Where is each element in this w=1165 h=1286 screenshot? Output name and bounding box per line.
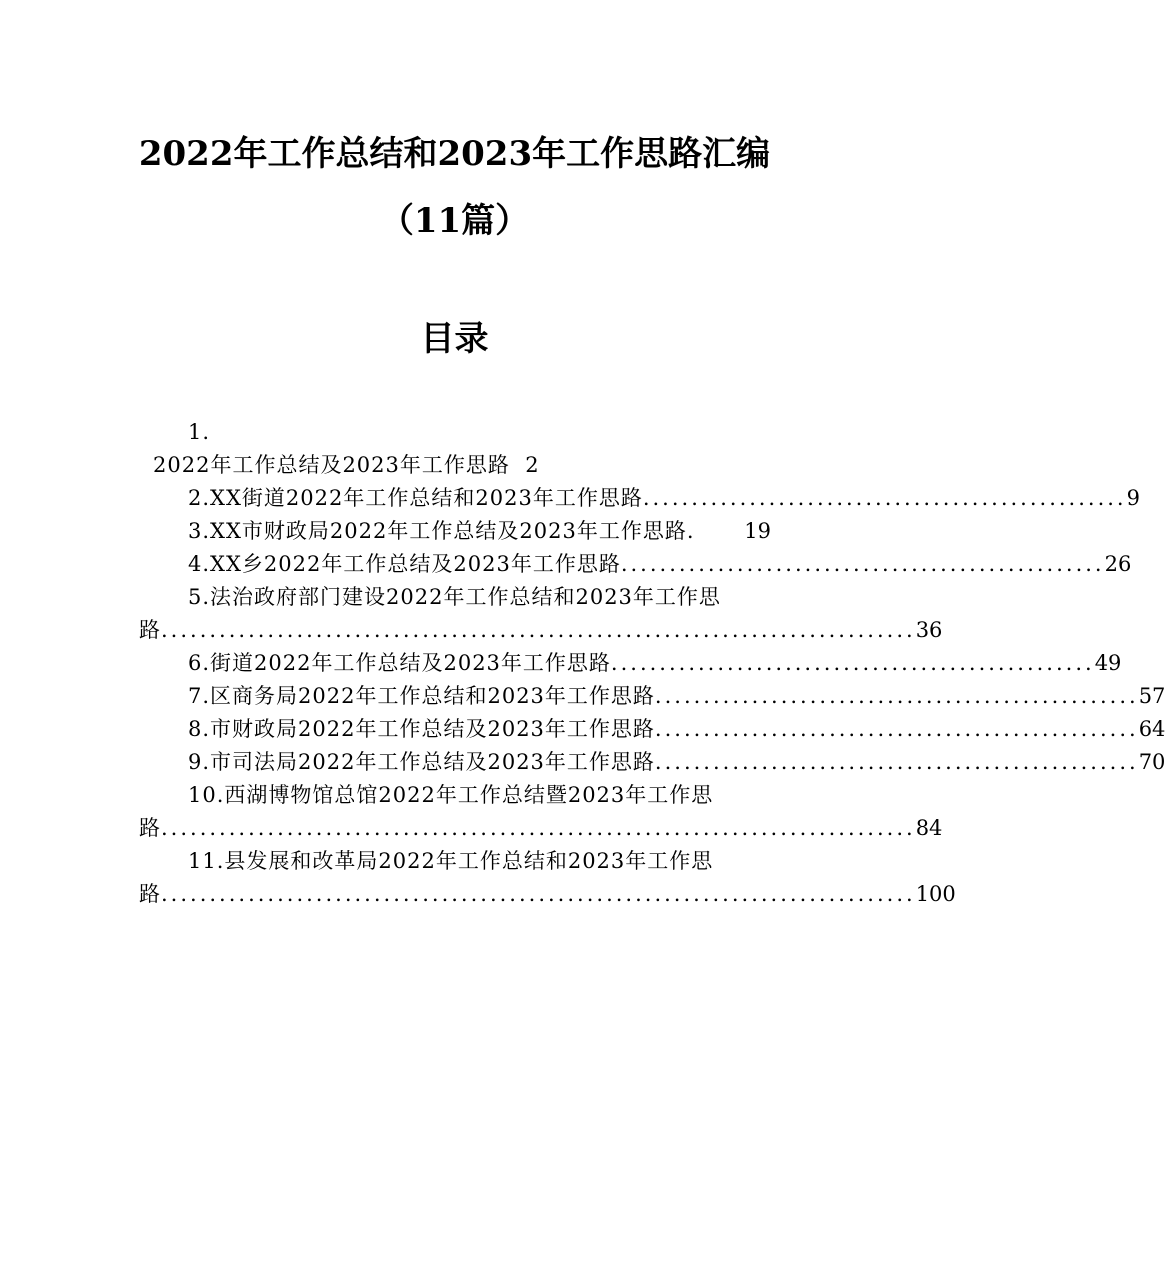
toc-entry-3[interactable] bbox=[188, 516, 771, 546]
toc-entry-title-continuation: 路 bbox=[139, 882, 161, 906]
toc-leader: .................................................. bbox=[654, 717, 1139, 741]
toc-entry-11[interactable] bbox=[188, 846, 771, 876]
toc-leader: .................................................. bbox=[654, 750, 1139, 774]
toc-entry-title: 6.街道2022年工作总结及2023年工作思路 bbox=[188, 651, 611, 675]
toc-entry-page: 57 bbox=[1138, 684, 1165, 708]
toc-heading: 目录 bbox=[420, 319, 489, 359]
toc-entry-title: 2.XX街道2022年工作总结和2023年工作思路 bbox=[188, 486, 643, 510]
toc-entry-title: 9.市司法局2022年工作总结及2023年工作思路 bbox=[188, 750, 655, 774]
toc-entry-4[interactable] bbox=[188, 549, 1132, 579]
toc-entry-10-continuation[interactable] bbox=[139, 813, 943, 843]
toc-entry-page: 70 bbox=[1138, 750, 1165, 774]
document-subtitle: （11篇） bbox=[379, 201, 530, 241]
toc-entry-title: 5.法治政府部门建设2022年工作总结和2023年工作思 bbox=[188, 585, 721, 609]
toc-entry-page: 64 bbox=[1138, 717, 1165, 741]
toc-entry-5[interactable] bbox=[188, 582, 771, 612]
toc-leader: .................................................. bbox=[620, 552, 1105, 576]
toc-entry-title: 4.XX乡2022年工作总结及2023年工作思路 bbox=[188, 552, 621, 576]
toc-entry-page: 100 bbox=[915, 882, 956, 906]
toc-entry-title: 7.区商务局2022年工作总结和2023年工作思路 bbox=[188, 684, 655, 708]
toc-entry-11-continuation[interactable] bbox=[139, 879, 956, 909]
toc-entry-1[interactable] bbox=[153, 450, 540, 480]
toc-entry-5-continuation[interactable] bbox=[139, 615, 943, 645]
toc-leader: .................................................. bbox=[610, 651, 1095, 675]
toc-leader: .............................................................................. bbox=[161, 618, 916, 642]
toc-entry-9[interactable] bbox=[188, 747, 1165, 777]
toc-entry-title: 8.市财政局2022年工作总结及2023年工作思路 bbox=[188, 717, 655, 741]
toc-entry-page: 49 bbox=[1094, 651, 1122, 675]
toc-entry-1-number[interactable]: 1. bbox=[188, 420, 211, 444]
toc-leader: .................................................. bbox=[654, 684, 1139, 708]
toc-entry-6[interactable] bbox=[188, 648, 1122, 678]
toc-leader: .............................................................................. bbox=[161, 882, 916, 906]
toc-entry-title: 3.XX市财政局2022年工作总结及2023年工作思路. bbox=[188, 519, 695, 543]
toc-entry-7[interactable] bbox=[188, 681, 1165, 711]
toc-entry-title: 2022年工作总结及2023年工作思路 bbox=[153, 453, 510, 477]
toc-entry-title-continuation: 路 bbox=[139, 618, 161, 642]
toc-entry-page: 26 bbox=[1104, 552, 1132, 576]
toc-entry-title-continuation: 路 bbox=[139, 816, 161, 840]
toc-entry-10[interactable] bbox=[188, 780, 771, 810]
toc-leader bbox=[695, 516, 745, 546]
toc-entry-page: 84 bbox=[915, 816, 943, 840]
toc-entry-page: 2 bbox=[525, 453, 540, 477]
toc-leader: .............................................................................. bbox=[161, 816, 916, 840]
toc-entry-2[interactable] bbox=[188, 483, 1140, 513]
toc-entry-page: 36 bbox=[915, 618, 943, 642]
toc-entry-title: 10.西湖博物馆总馆2022年工作总结暨2023年工作思 bbox=[188, 783, 714, 807]
toc-entry-page: 19 bbox=[744, 519, 771, 543]
toc-entry-page: 9 bbox=[1126, 486, 1140, 510]
toc-entry-8[interactable] bbox=[188, 714, 1165, 744]
toc-leader: .................................................. bbox=[642, 486, 1127, 510]
toc-entry-title: 11.县发展和改革局2022年工作总结和2023年工作思 bbox=[188, 849, 714, 873]
document-title: 2022年工作总结和2023年工作思路汇编 bbox=[138, 134, 771, 174]
